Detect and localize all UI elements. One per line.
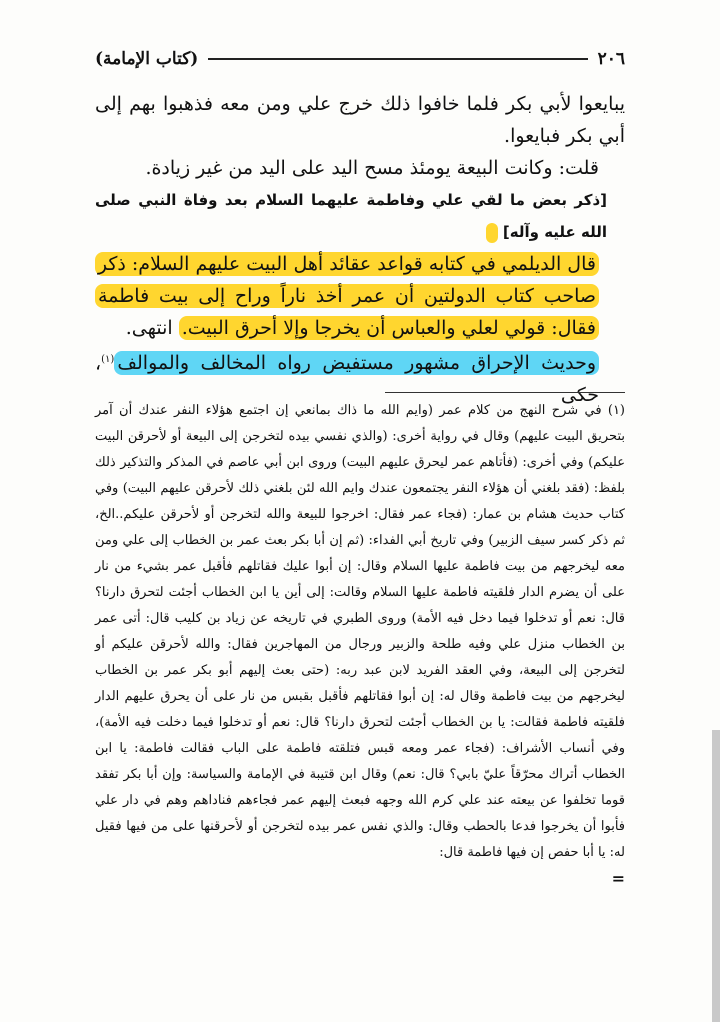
highlight-mark [486, 223, 498, 243]
footnote-rule [385, 392, 625, 393]
footnote-text: (١) في شرح النهج من كلام عمر (وايم الله ما ذاك بمانعي إن اجتمع هؤلاء النفر عندك أن آمر بتحريق البيت عليهم) وقال في رواية أخرى: (والذي نفسي بيده لتخرجن إلى البيعة أو لأحرقن البيت عليكم) وفي أخرى: (فأتاهم عمر ليحرق عليهم البيت) وروى ابن أبي عاصم في المذكر والتذكير ذلك بلفظ: (فقد بلغني أن هؤلاء النفر يجتمعون عندك وايم الله لئن بلغني ذلك لأحرقن عليهم البيت) وفي كتاب حديث هشام بن عمار: (فجاء عمر فقال: اخرجوا للبيعة والله لتخرجن أو لأحرقن عليكم..الخ، ثم ذكر كسر سيف الزبير) وفي تاريخ أبي الفداء: (ثم إن أبا بكر بعث عمر بن الخطاب إلى علي ومن معه ليخرجهم من بيت فاطمة عليها السلام وقال: إن أبوا عليك فقاتلهم فأقبل عمر بشيء من نار على أن يضرم الدار فلقيته فاطمة عليها السلام وقالت: إلى أين يا ابن الخطاب أجئت لتحرق دارنا؟ قال: نعم أو تدخلوا فيما دخل فيه الأمة) وروى الطبري في تاريخه عن زياد بن كليب قال: أتى عمر بن الخطاب منزل علي وفيه طلحة والزبير ورجال من المهاجرين فقال: والله لأحرقن عليكم أو لتخرجن إلى البيعة، وفي العقد الفريد لابن عبد ربه: (حتى بعث إليهم أبو بكر عمر بن الخطاب ليخرجهم من بيت فاطمة وقال له: إن أبوا فقاتلهم فأقبل بقبس من نار على أن يحرق عليهم الدار فلقيته فاطمة فقالت: يا بن الخطاب أجئت لتحرق دارنا؟ قال: نعم أو تدخلوا فيما دخلت فيه الأمة)، وفي أنساب الأشراف: (فجاء عمر ومعه قبس فتلقته فاطمة على الباب فقالت فاطمة: يا ابن الخطاب أتراك محرّقاً عليّ بابي؟ قال: نعم) وقال ابن قتيبة في الإمامة والسياسة: وإن أبا بكر تفقد قوما تخلفوا عن بيعته عند علي كرم الله وجهه فبعث إليهم عمر فجاءهم فناداهم وهم في دار علي فأبوا أن يخرجوا فدعا بالحطب وقال: والذي نفس عمر بيده لتخرجن أو لأحرقنها على من فيها فقيل له: يا أبا حفص إن فيها فاطمة قال: [95, 403, 625, 860]
yellow-highlight-text: قال الديلمي في كتابه قواعد عقائد أهل البيت عليهم السلام: ذكر صاحب كتاب الدولتين أن عمر أخذ ناراً وراح إلى بيت فاطمة فقال: قولي لعلي والعباس أن يخرجا وإلا أحرق البيت. [95, 252, 599, 340]
footnote-continuation-mark: = [611, 869, 625, 888]
footnote [95, 398, 625, 892]
header-rule [208, 58, 587, 60]
paragraph-3 [95, 248, 625, 344]
paragraph-3-tail: انتهى. [125, 317, 179, 339]
paragraph-2: قلت: وكانت البيعة يومئذ مسح اليد على اليد من غير زيادة. [145, 157, 599, 179]
section-title [95, 184, 625, 248]
paragraph-4-tail: ، حكى [95, 352, 599, 407]
main-text [95, 88, 625, 411]
paragraph-1: يبايعوا لأبي بكر فلما خافوا ذلك خرج علي ومن معه فذهبوا بهم إلى أبي بكر فبايعوا. [95, 93, 625, 147]
running-header [95, 46, 625, 72]
footnote-marker: (١) [101, 354, 115, 365]
page-edge-shadow [712, 730, 720, 1022]
blue-highlight-text: وحديث الإحراق مشهور مستفيض رواه المخالف والموالف [114, 351, 599, 375]
book-title: (كتاب الإمامة) [95, 49, 199, 69]
page-number: ٢٠٦ [597, 49, 625, 69]
section-title-text: [ذكر بعض ما لقي علي وفاطمة عليهما السلام بعد وفاة النبي صلى الله عليه وآله] [95, 191, 607, 241]
